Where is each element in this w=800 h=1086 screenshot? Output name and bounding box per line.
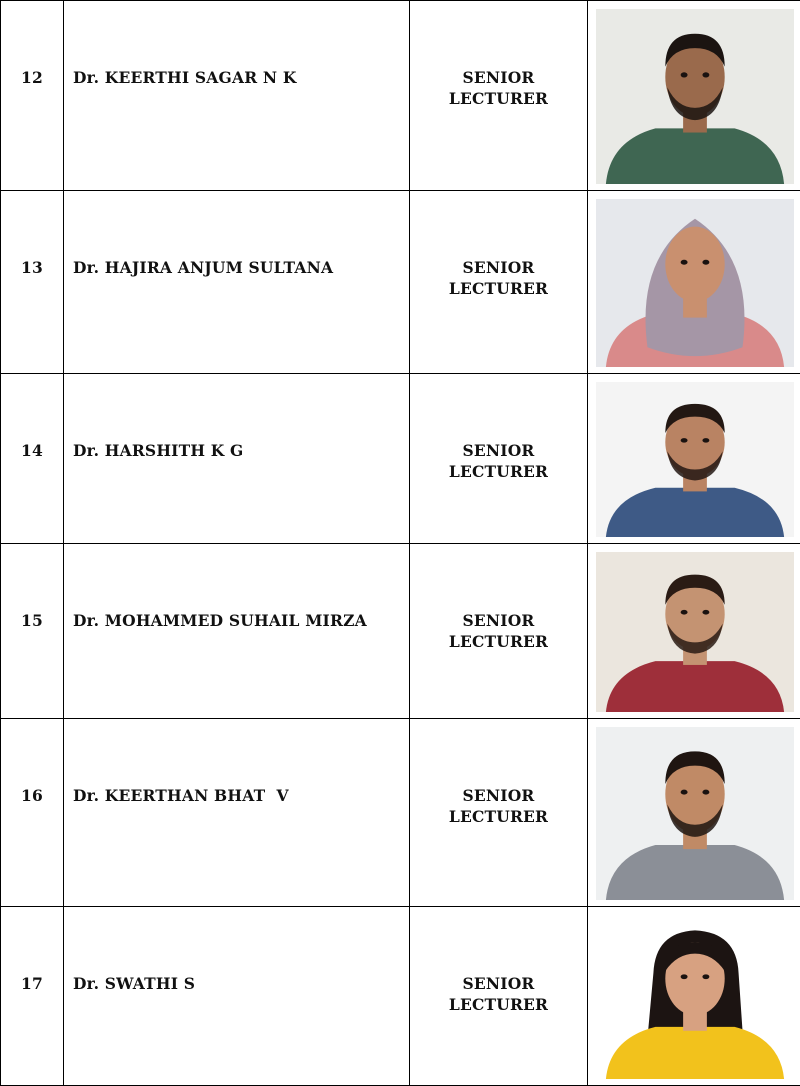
portrait-image	[596, 727, 794, 900]
designation-cell	[410, 719, 588, 907]
designation-cell	[410, 1, 588, 191]
left-eye	[681, 260, 688, 265]
photo-cell	[588, 1, 800, 191]
designation-line-2: LECTURER	[448, 89, 549, 108]
table-row	[1, 907, 800, 1086]
serial-number-cell	[1, 1, 64, 191]
face	[665, 227, 724, 302]
serial-number-cell	[1, 191, 64, 374]
designation-cell	[410, 191, 588, 374]
serial-number: 12	[21, 68, 43, 87]
designation-cell	[410, 374, 588, 544]
staff-name: Dr. KEERTHAN BHAT V	[73, 786, 289, 805]
table-row	[1, 191, 800, 374]
designation-line-1: SENIOR	[462, 441, 535, 460]
designation-line-2: LECTURER	[448, 462, 549, 481]
designation	[410, 719, 587, 827]
designation-line-2: LECTURER	[448, 279, 549, 298]
designation	[410, 374, 587, 482]
staff-name: Dr. KEERTHI SAGAR N K	[73, 68, 297, 87]
left-eye	[681, 974, 688, 979]
right-eye	[702, 72, 709, 77]
designation-cell	[410, 544, 588, 719]
serial-number-cell	[1, 907, 64, 1086]
staff-photo	[596, 199, 794, 367]
name-cell	[64, 544, 410, 719]
portrait-image	[596, 9, 794, 184]
designation	[410, 1, 587, 109]
serial-number-cell	[1, 719, 64, 907]
designation-line-2: LECTURER	[448, 807, 549, 826]
serial-number: 13	[21, 258, 43, 277]
staff-name: Dr. HAJIRA ANJUM SULTANA	[73, 258, 334, 277]
name-cell	[64, 907, 410, 1086]
left-eye	[681, 790, 688, 795]
staff-name: Dr. HARSHITH K G	[73, 441, 244, 460]
designation	[410, 907, 587, 1015]
photo-cell	[588, 544, 800, 719]
designation-line-1: SENIOR	[462, 974, 535, 993]
staff-name: Dr. SWATHI S	[73, 974, 196, 993]
designation	[410, 544, 587, 652]
staff-photo	[596, 727, 794, 900]
serial-number: 16	[21, 786, 43, 805]
photo-cell	[588, 719, 800, 907]
table-row	[1, 1, 800, 191]
table-row	[1, 719, 800, 907]
name-cell	[64, 191, 410, 374]
name-cell	[64, 1, 410, 191]
serial-number-cell	[1, 544, 64, 719]
serial-number-cell	[1, 374, 64, 544]
left-eye	[681, 438, 688, 443]
serial-number: 17	[21, 974, 43, 993]
serial-number: 14	[21, 441, 43, 460]
portrait-image	[596, 199, 794, 367]
staff-photo	[596, 9, 794, 184]
right-eye	[702, 438, 709, 443]
table-row	[1, 374, 800, 544]
staff-photo	[596, 552, 794, 712]
portrait-image	[596, 382, 794, 537]
table-row	[1, 544, 800, 719]
right-eye	[702, 974, 709, 979]
left-eye	[681, 72, 688, 77]
designation-line-2: LECTURER	[448, 632, 549, 651]
staff-photo	[596, 915, 794, 1079]
right-eye	[702, 260, 709, 265]
photo-cell	[588, 907, 800, 1086]
name-cell	[64, 374, 410, 544]
photo-cell	[588, 191, 800, 374]
photo-cell	[588, 374, 800, 544]
designation	[410, 191, 587, 299]
left-eye	[681, 610, 688, 615]
designation-cell	[410, 907, 588, 1086]
designation-line-1: SENIOR	[462, 611, 535, 630]
name-cell	[64, 719, 410, 907]
staff-photo	[596, 382, 794, 537]
portrait-image	[596, 915, 794, 1079]
portrait-image	[596, 552, 794, 712]
designation-line-1: SENIOR	[462, 68, 535, 87]
designation-line-1: SENIOR	[462, 786, 535, 805]
serial-number: 15	[21, 611, 43, 630]
right-eye	[702, 610, 709, 615]
right-eye	[702, 790, 709, 795]
designation-line-2: LECTURER	[448, 995, 549, 1014]
designation-line-1: SENIOR	[462, 258, 535, 277]
staff-name: Dr. MOHAMMED SUHAIL MIRZA	[73, 611, 367, 630]
